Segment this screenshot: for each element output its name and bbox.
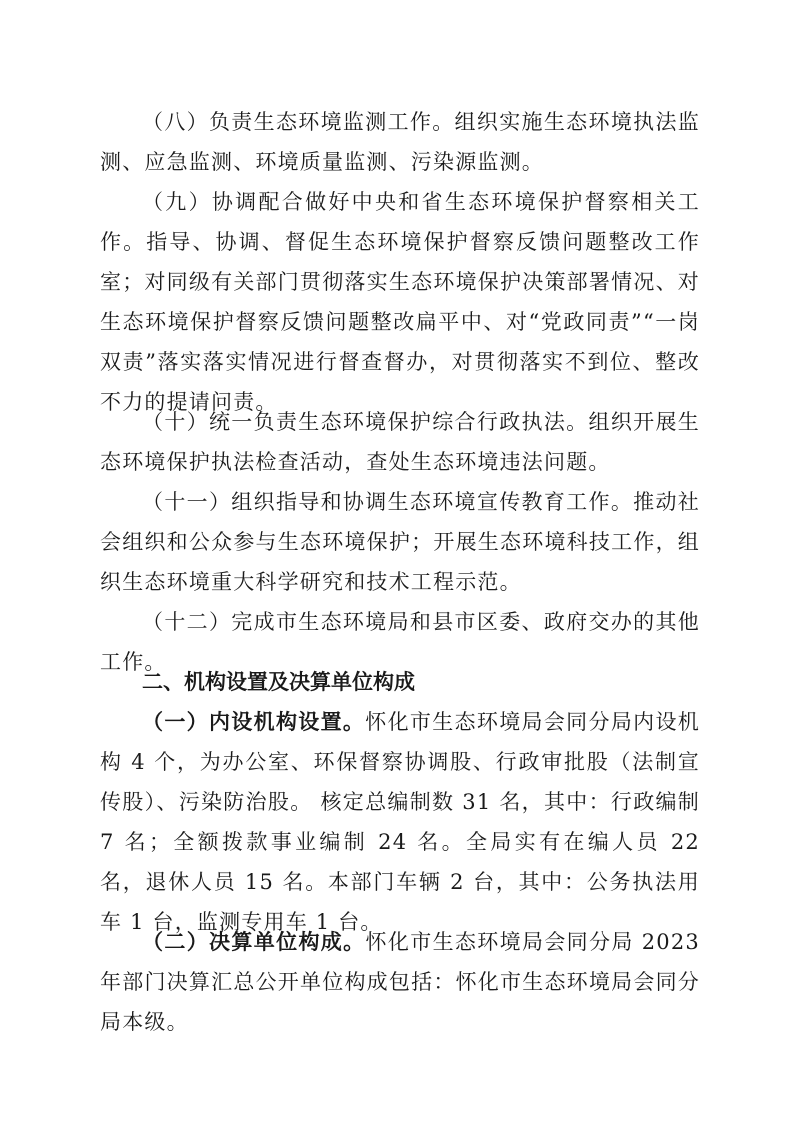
paragraph-item-9: （九）协调配合做好中央和省生态环境保护督察相关工作。指导、协调、督促生态环境保护督察反馈问题整改工作室；对同级有关部门贯彻落实生态环境保护决策部署情况、对生态环境保护督察反馈问题整改扁平中、对“党政同责”“一岗双责”落实落实情况进行督查督办，对贯彻落实不到位、整改不力的提请问责。 [100,190,700,414]
section-heading: 二、机构设置及决算单位构成 [142,670,415,694]
paragraph-item-10: （十）统一负责生态环境保护综合行政执法。组织开展生态环境保护执法检查活动，查处生态环境违法问题。 [100,410,700,474]
subsection-body: 怀化市生态环境局会同分局 2023 年部门决算汇总公开单位构成包括：怀化市生态环境局会同分局本级。 [100,930,700,1034]
paragraph-unit-composition [100,922,700,1042]
subsection-lead: （二）决算单位构成。 [142,930,366,954]
paragraph-item-11: （十一）组织指导和协调生态环境宣传教育工作。推动社会组织和公众参与生态环境保护；开展生态环境科技工作，组织生态环境重大科学研究和技术工程示范。 [100,490,700,594]
paragraph-internal-structure [100,702,700,942]
subsection-body: 怀化市生态环境局会同分局内设机构 4 个，为办公室、环保督察协调股、行政审批股（法制宣传股）、污染防治股。 核定总编制数 31 名，其中：行政编制 7 名；全额拨款事业编制 24 名。全局实有在编人员 22 名，退休人员 15 名。本部门车辆 2 台，其中：公务执法用车 1 台，监测专用车 1 台。 [100,710,700,934]
subsection-lead: （一）内设机构设置。 [142,710,366,734]
paragraph-item-8: （八）负责生态环境监测工作。组织实施生态环境执法监测、应急监测、环境质量监测、污染源监测。 [100,110,700,174]
paragraph-item-12: （十二）完成市生态环境局和县市区委、政府交办的其他工作。 [100,610,700,674]
